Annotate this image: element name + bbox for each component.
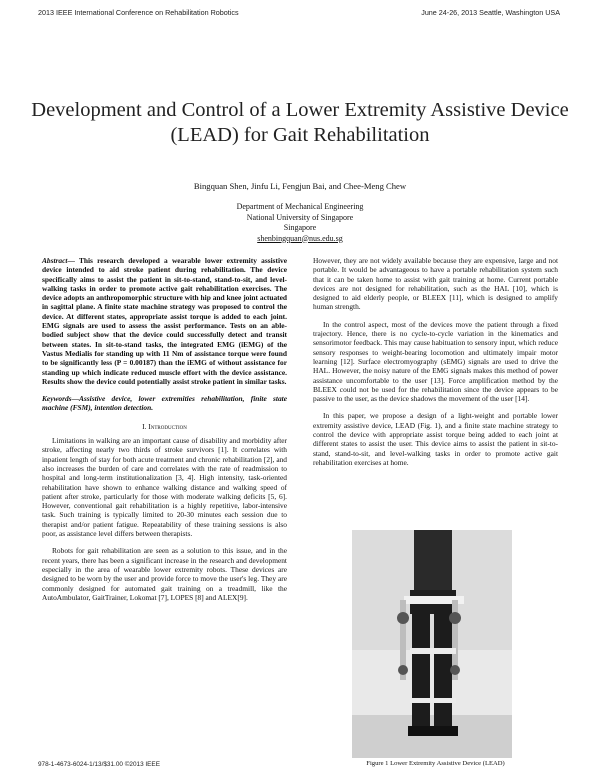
- abstract-label: Abstract: [42, 256, 68, 265]
- affiliation-university: National University of Singapore: [246, 212, 354, 222]
- paragraph: In the control aspect, most of the devices move the patient through a fixed trajectory. Hence, there is no cycle-to-cycle variation in the kinematics and sensorimotor feedback. This may cause habituation to sensory input, which reduce sensory responses to weight-bearing locomotion and ultimately impair motor learning [12]. Surface electromyography (sEMG) signals are used to drive the HAL. However, the noisy nature of the EMG signals makes this method of power assistance uncomfortable to the user [13]. Force amplification method by the BLEEX could not be used for the rehabilitation since the device appears to be passive to the user, as the device shadows the movement of the user [14].: [313, 319, 558, 404]
- keywords: Keywords—Assistive device, lower extremities rehabilitation, finite state machine (FSM), intention detection.: [42, 394, 287, 413]
- copyright-footer: 978-1-4673-6024-1/13/$31.00 ©2013 IEEE: [38, 761, 160, 768]
- affiliation-department: Department of Mechanical Engineering: [236, 202, 364, 211]
- abstract: [42, 256, 287, 386]
- paper-title: Development and Control of a Lower Extremity Assistive Device (LEAD) for Gait Rehabilitation: [31, 99, 569, 146]
- paragraph: However, they are not widely available because they are expensive, large and not portable. It would be advantageous to have a portable rehabilitation system such that it can be taken home to assist with gait training at home. Current portable devices are not designed for rehabilitation, such as the HAL [10], which is designed to aid elderly people, or BLEEX [11], which is designed to amplify human strength.: [313, 256, 558, 312]
- paragraph: In this paper, we propose a design of a light-weight and portable lower extremity assistive device, LEAD (Fig. 1), and a finite state machine strategy to control the device with appropriate assist torque being added to each joint at different states to assist the user. This device aims to assist the patient in sit-to-stand, stand-to-sit, and level-walking tasks in order to promote active gait rehabilitation exercises at home.: [313, 411, 558, 467]
- conference-header: 2013 IEEE International Conference on Rehabilitation Robotics: [38, 8, 239, 17]
- affiliation-city: Singapore: [283, 223, 317, 232]
- authors: Bingquan Shen, Jinfu Li, Fengjun Bai, and Chee-Meng Chew: [193, 181, 407, 191]
- right-column: [313, 256, 558, 467]
- figure-caption: Figure 1 Lower Extremity Assistive Device (LEAD): [366, 760, 505, 767]
- author-email-link[interactable]: shenbingquan@nus.edu.sg: [257, 233, 343, 243]
- date-location-header: June 24-26, 2013 Seattle, Washington USA: [421, 8, 560, 17]
- paragraph: Robots for gait rehabilitation are seen as a solution to this issue, and in the recent years, there has been a significant increase in the research and development especially in the area of wearable lower extremity robots. These devices are designed to be worn by the user and provide force to move the user's leg. They are commonly designed for automated gait training on a treadmill, like the AutoAmbulator, GaitTrainer, Lokomat [7], LOPES [8] and ALEX[9].: [42, 546, 287, 602]
- lead-device-photo: [352, 530, 512, 758]
- abstract-text: — This research developed a wearable lower extremity assistive device intended to aid stroke patient during rehabilitation. The device specifically aims to assist the patient in sit-to-stand, stand-to-sit, and level-walking tasks in order to promote active gait rehabilitation exercises. The device adopts an anthropomorphic structure with hip and knee joint actuated in sagittal plane. A finite state machine strategy was proposed to control the device. At different states, appropriate assist torque is added to each joint. EMG signals are used to assess the assist performance. Tests on an able-bodied subject show that the device could successfully detect and transit between states. In sit-to-stand tasks, the integrated EMG (iEMG) of the Vastus Medialis for standing up with 11 Nm of assistance torque were found to be significantly less (P = 0.00187) than the iEMG of without assistance for standing up which indicate reduced muscle effort with the device assistance. Results show the device could potentially assist stroke patient in similar tasks.: [42, 256, 287, 386]
- section-heading-introduction: I. Introduction: [142, 421, 187, 431]
- left-column: [42, 256, 287, 602]
- paragraph: Limitations in walking are an important cause of disability and morbidity after stroke, affecting nearly two thirds of stroke survivors [1]. It correlates with inpatient length of stay for both acute treatment and chronic rehabilitation [2], and also increases the burden of care and correlates with the rate of readmission to hospital and long-term institutionalization [3, 4]. High intensity, task-oriented rehabilitation have shown to enhance walking distance and walking speed of patient after stroke, particularly for those with moderate walking deficits [5, 6]. However, conventional gait rehabilitation is a highly repetitive, labor-intensive task. Such training is typically limited to 20-30 minutes each session due to therapist and/or patient fatigue. Repeatability of these training sessions is also poor, as assistance level differs between therapists.: [42, 436, 287, 539]
